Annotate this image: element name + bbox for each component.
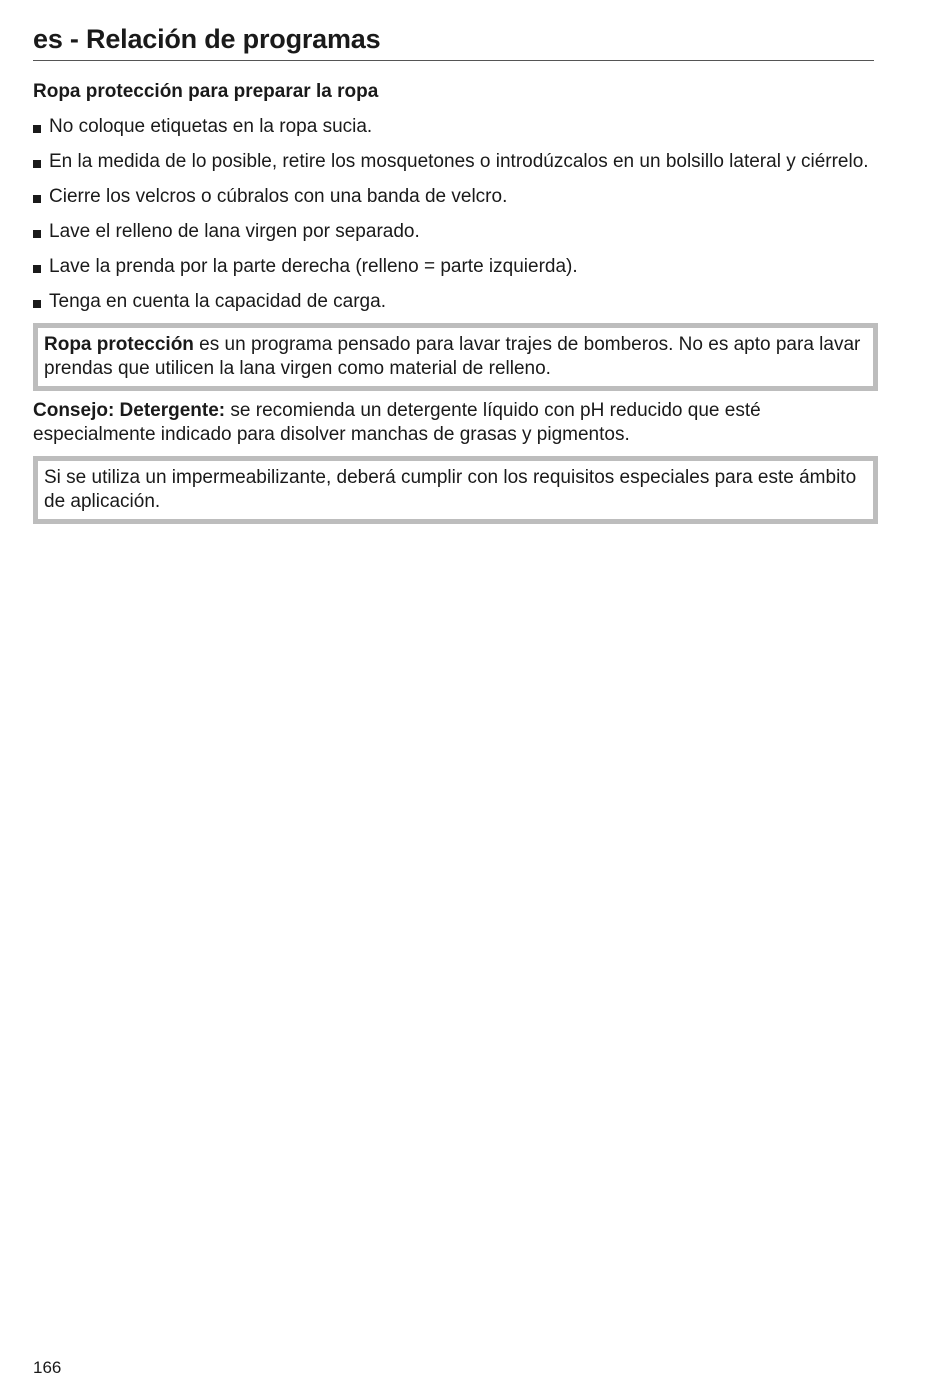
list-item-text: Lave la prenda por la parte derecha (relleno = parte izquierda). bbox=[49, 256, 578, 277]
preparation-list bbox=[33, 115, 878, 314]
page-title: es - Relación de programas bbox=[33, 24, 381, 54]
square-bullet-icon bbox=[33, 300, 41, 308]
page-header bbox=[33, 20, 874, 61]
list-item-text: Cierre los velcros o cúbralos con una banda de velcro. bbox=[49, 186, 508, 207]
waterproofing-note-text: Si se utiliza un impermeabilizante, deberá cumplir con los requisitos especiales para este ámbito de aplicación. bbox=[44, 467, 857, 512]
list-item bbox=[33, 255, 878, 279]
waterproofing-note-box bbox=[33, 456, 878, 524]
tip-text: se recomienda un detergente líquido con pH reducido que esté especialmente indicado para disolver manchas de grasas y pigmentos. bbox=[33, 400, 761, 445]
program-name: Ropa protección bbox=[44, 334, 194, 355]
detergent-tip bbox=[33, 399, 878, 447]
square-bullet-icon bbox=[33, 160, 41, 168]
list-item bbox=[33, 150, 878, 174]
list-item bbox=[33, 290, 878, 314]
square-bullet-icon bbox=[33, 195, 41, 203]
square-bullet-icon bbox=[33, 125, 41, 133]
list-item-text: No coloque etiquetas en la ropa sucia. bbox=[49, 116, 373, 137]
square-bullet-icon bbox=[33, 230, 41, 238]
list-item bbox=[33, 220, 878, 244]
page-content bbox=[33, 80, 878, 524]
program-note-box bbox=[33, 323, 878, 391]
page-number: 166 bbox=[33, 1358, 62, 1377]
list-item-text: En la medida de lo posible, retire los mosquetones o introdúzcalos en un bolsillo lateral y ciérrelo. bbox=[49, 151, 869, 172]
list-item bbox=[33, 185, 878, 209]
program-note-text: es un programa pensado para lavar trajes de bomberos. No es apto para lavar prendas que utilicen la lana virgen como material de relleno. bbox=[44, 334, 861, 379]
tip-label: Consejo: Detergente: bbox=[33, 400, 226, 421]
list-item-text: Lave el relleno de lana virgen por separado. bbox=[49, 221, 420, 242]
section-heading: Ropa protección para preparar la ropa bbox=[33, 81, 379, 102]
list-item bbox=[33, 115, 878, 139]
square-bullet-icon bbox=[33, 265, 41, 273]
list-item-text: Tenga en cuenta la capacidad de carga. bbox=[49, 291, 386, 312]
